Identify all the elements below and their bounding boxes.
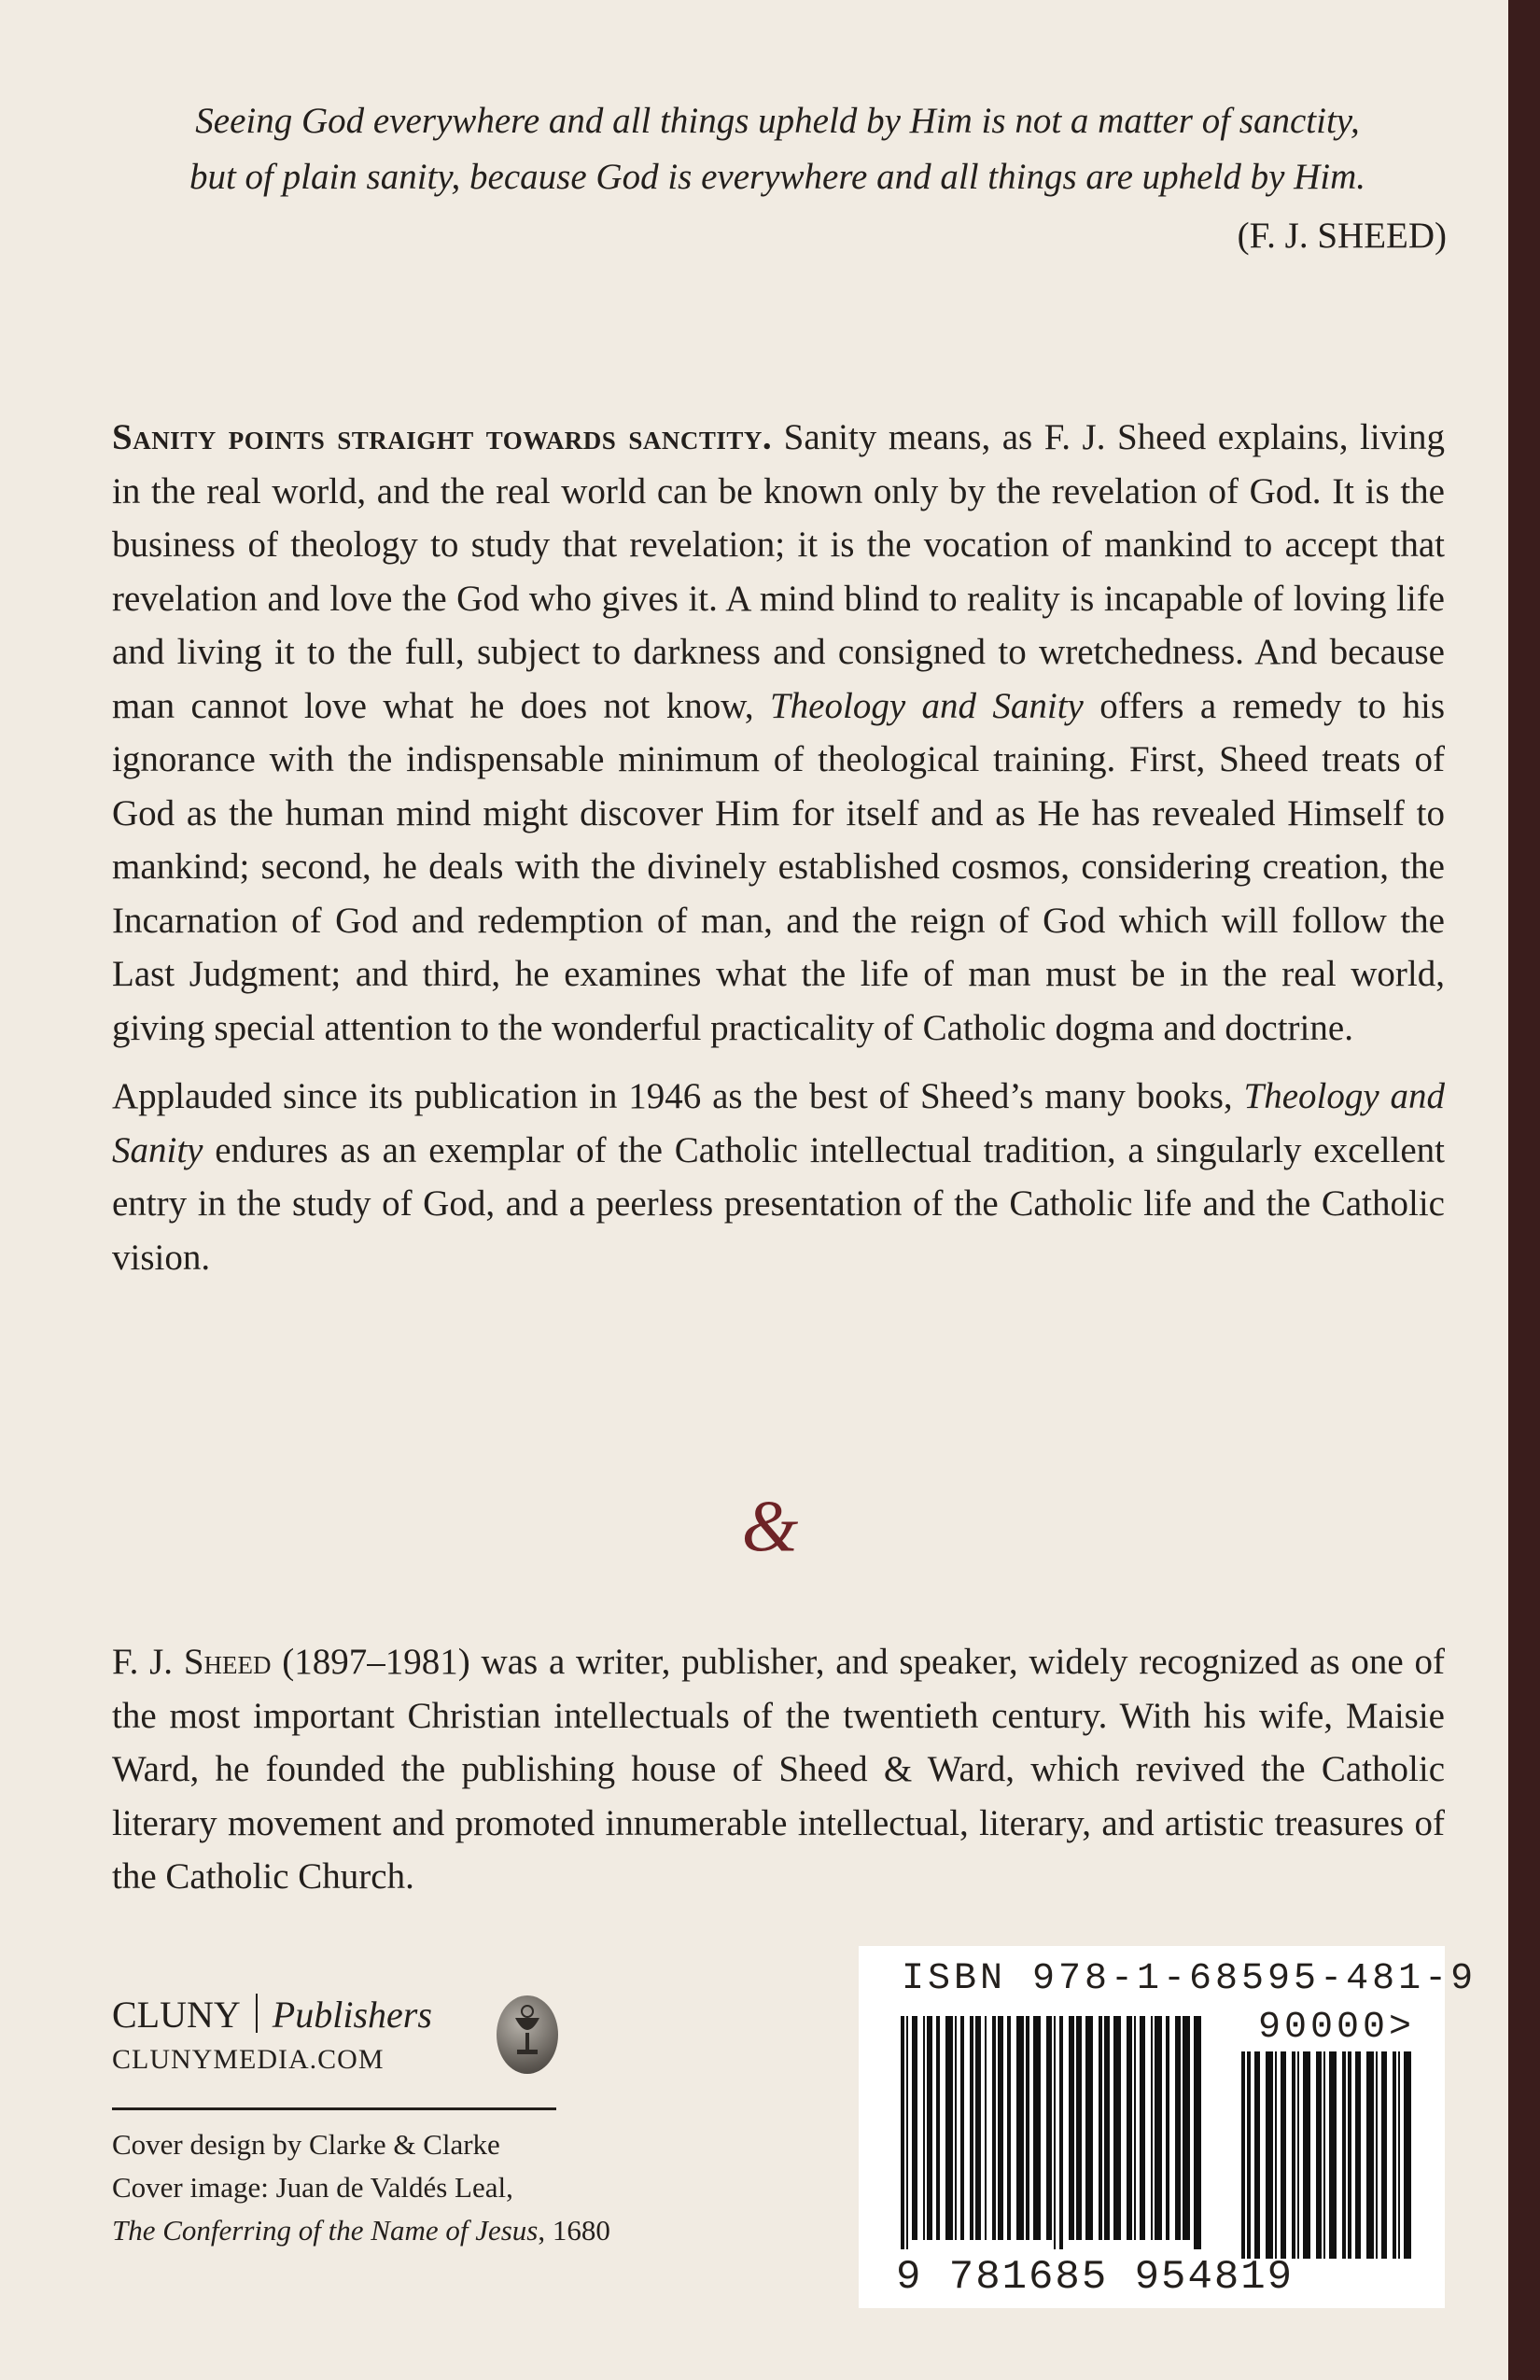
image-title: The Conferring of the Name of Jesus [112, 2214, 539, 2247]
description-text: Sanity means, as F. J. Sheed explains, living in the real world, and the real world can be known only by the revelation of God. It is the business of theology to study that revelation; it is the vocation of mankind to accept that revelation and love the God who gives it. A mind blind to reality is incapable of loving life and living it to the full, subject to darkness and consigned to wretchedness. And because man cannot love what he does not know, [112, 417, 1445, 726]
book-title-ref: Theology and Sanity [769, 685, 1084, 726]
barcode-bar [1194, 2016, 1201, 2249]
ean-digits: 9 781685 954819 [896, 2254, 1295, 2301]
barcode-bar [1175, 2016, 1181, 2240]
barcode-bar [1151, 2016, 1153, 2240]
barcode-bar [1393, 2051, 1396, 2259]
author-initials: F. J. [112, 1642, 174, 1682]
chalice-medallion-icon [497, 1995, 558, 2074]
barcode-bar [1113, 2016, 1121, 2240]
ampersand-ornament: & [741, 1485, 799, 1566]
barcode-bar [1127, 2016, 1132, 2240]
design-credit: Cover design by Clarke & Clarke [112, 2128, 500, 2161]
price-barcode [1241, 2051, 1419, 2261]
description-text: offers a remedy to his ignorance with the indispensable minimum of theological training. First, Sheed treats of God as the human mind might discover Him for itself and as He has revealed Himself to mankind; second, he deals with the divinely established cosmos, considering creation, the Incarnation of God and redemption of man, and the reign of God which will follow the Last Judgment; and third, he examines what the life of man must be in the real world, giving special attention to the wonderful practicality of Catholic dogma and doctrine. [112, 685, 1446, 1048]
barcode-bar [970, 2016, 973, 2240]
publisher-label: Publishers [272, 1994, 432, 2036]
barcode-bar [1355, 2051, 1361, 2259]
publisher-url: CLUNYMEDIA.COM [112, 2044, 385, 2075]
barcode-bar [1292, 2051, 1295, 2259]
barcode-bar [955, 2016, 957, 2240]
barcode-bar [1376, 2051, 1378, 2259]
isbn-label: ISBN 978-1-68595-481-9 [902, 1958, 1477, 2000]
barcode-bar [1316, 2051, 1322, 2259]
barcode-bar [1348, 2051, 1351, 2259]
barcode-bar [1281, 2051, 1286, 2259]
publication-year: 1946 [628, 1076, 702, 1116]
barcode-bar [923, 2016, 925, 2240]
barcode-bar [1266, 2051, 1273, 2259]
barcode-bar [1183, 2016, 1190, 2240]
barcode-bar [1247, 2051, 1251, 2259]
epigraph-quote [110, 93, 1445, 205]
image-credit: Cover image: Juan de Valdés Leal, [112, 2171, 513, 2204]
barcode-bar [1069, 2016, 1074, 2240]
description-paragraph-2 [112, 1070, 1445, 1284]
barcode-bar [960, 2016, 964, 2240]
barcode-bar [998, 2016, 1003, 2240]
description-paragraph-1 [112, 411, 1445, 1055]
barcode-bar [1104, 2016, 1110, 2240]
barcode-bar [1381, 2051, 1387, 2259]
barcode-bar [985, 2016, 987, 2240]
author-bio [112, 1635, 1445, 1904]
barcode-bar [1275, 2051, 1277, 2259]
barcode-bar [1323, 2051, 1325, 2259]
publisher-block [112, 1993, 560, 2076]
description-text: endures as an exemplar of the Catholic intellectual tradition, a singularly excellent entry in the study of God, and a peerless presentation of the Catholic life and the Catholic vision. [112, 1129, 1446, 1278]
publisher-name-line [112, 1993, 560, 2037]
publisher-name: CLUNY [112, 1994, 241, 2036]
barcode-bar [1059, 2016, 1063, 2249]
barcode-bar [1342, 2051, 1346, 2259]
barcode-bar [1166, 2016, 1169, 2240]
book-description [112, 411, 1445, 1299]
barcode-bar [1054, 2016, 1056, 2249]
barcode-bar [1404, 2051, 1411, 2259]
price-code: 90000> [1258, 2007, 1416, 2049]
barcode-bar [1329, 2051, 1337, 2259]
barcode-bar [975, 2016, 981, 2240]
bio-text: was a writer, publisher, and speaker, widely recognized as one of the most important Christian intellectuals of the twentieth century. With his wife, Maisie Ward, he founded the publishing house of Sheed & Ward, which revived the Catholic literary movement and promoted innumerable intellectual, literary, and artistic treasures of the Catholic Church. [112, 1642, 1446, 1897]
barcode-bar [992, 2016, 996, 2240]
barcode-bar [1366, 2051, 1374, 2259]
barcode-bar [1398, 2051, 1400, 2259]
barcode-bar [1076, 2016, 1082, 2240]
barcode-bar [1303, 2051, 1310, 2259]
barcode-bar [936, 2016, 940, 2240]
barcode-bar [1016, 2016, 1024, 2240]
barcode-bar [901, 2016, 904, 2249]
epigraph-line-2: but of plain sanity, because God is everywhere and all things are upheld by Him. [189, 157, 1366, 197]
barcode-bar [1026, 2016, 1029, 2240]
barcode-bar [1241, 2051, 1245, 2259]
epigraph-line-1: Seeing God everywhere and all things upheld by Him is not a matter of sanctity, [195, 101, 1360, 141]
image-title-line [112, 2209, 635, 2252]
barcode-bar [906, 2016, 908, 2249]
author-years: (1897–1981) [282, 1642, 470, 1682]
barcode-bar [1134, 2016, 1136, 2240]
author-surname: Sheed [183, 1642, 272, 1682]
barcode-bar [1033, 2016, 1041, 2240]
barcode-bar [1254, 2051, 1260, 2259]
publisher-separator [256, 1994, 258, 2033]
barcode-bar [1099, 2016, 1102, 2240]
barcode-bar [912, 2016, 917, 2240]
spine-edge [1508, 0, 1540, 2380]
barcode-bar [1155, 2016, 1162, 2240]
barcode-bar [927, 2016, 932, 2240]
cover-credits [112, 2123, 635, 2252]
book-title-ref: Theology and Sanity [112, 1076, 1446, 1170]
barcode-bar [1140, 2016, 1145, 2240]
description-text: as the best of Sheed’s many books, [712, 1076, 1233, 1116]
description-text: Applauded since its publication in [112, 1076, 618, 1116]
image-year: , 1680 [538, 2214, 610, 2247]
barcode-bar [1007, 2016, 1011, 2240]
ean-barcode [901, 2016, 1209, 2249]
lead-in: Sanity points straight towards sanctity. [112, 417, 773, 457]
epigraph-attribution: (F. J. SHEED) [1237, 216, 1447, 256]
publisher-divider [112, 2107, 556, 2110]
barcode-bar [1297, 2051, 1299, 2259]
barcode-bar [945, 2016, 953, 2240]
barcode-bar [1085, 2016, 1093, 2240]
barcode-bar [1046, 2016, 1052, 2240]
